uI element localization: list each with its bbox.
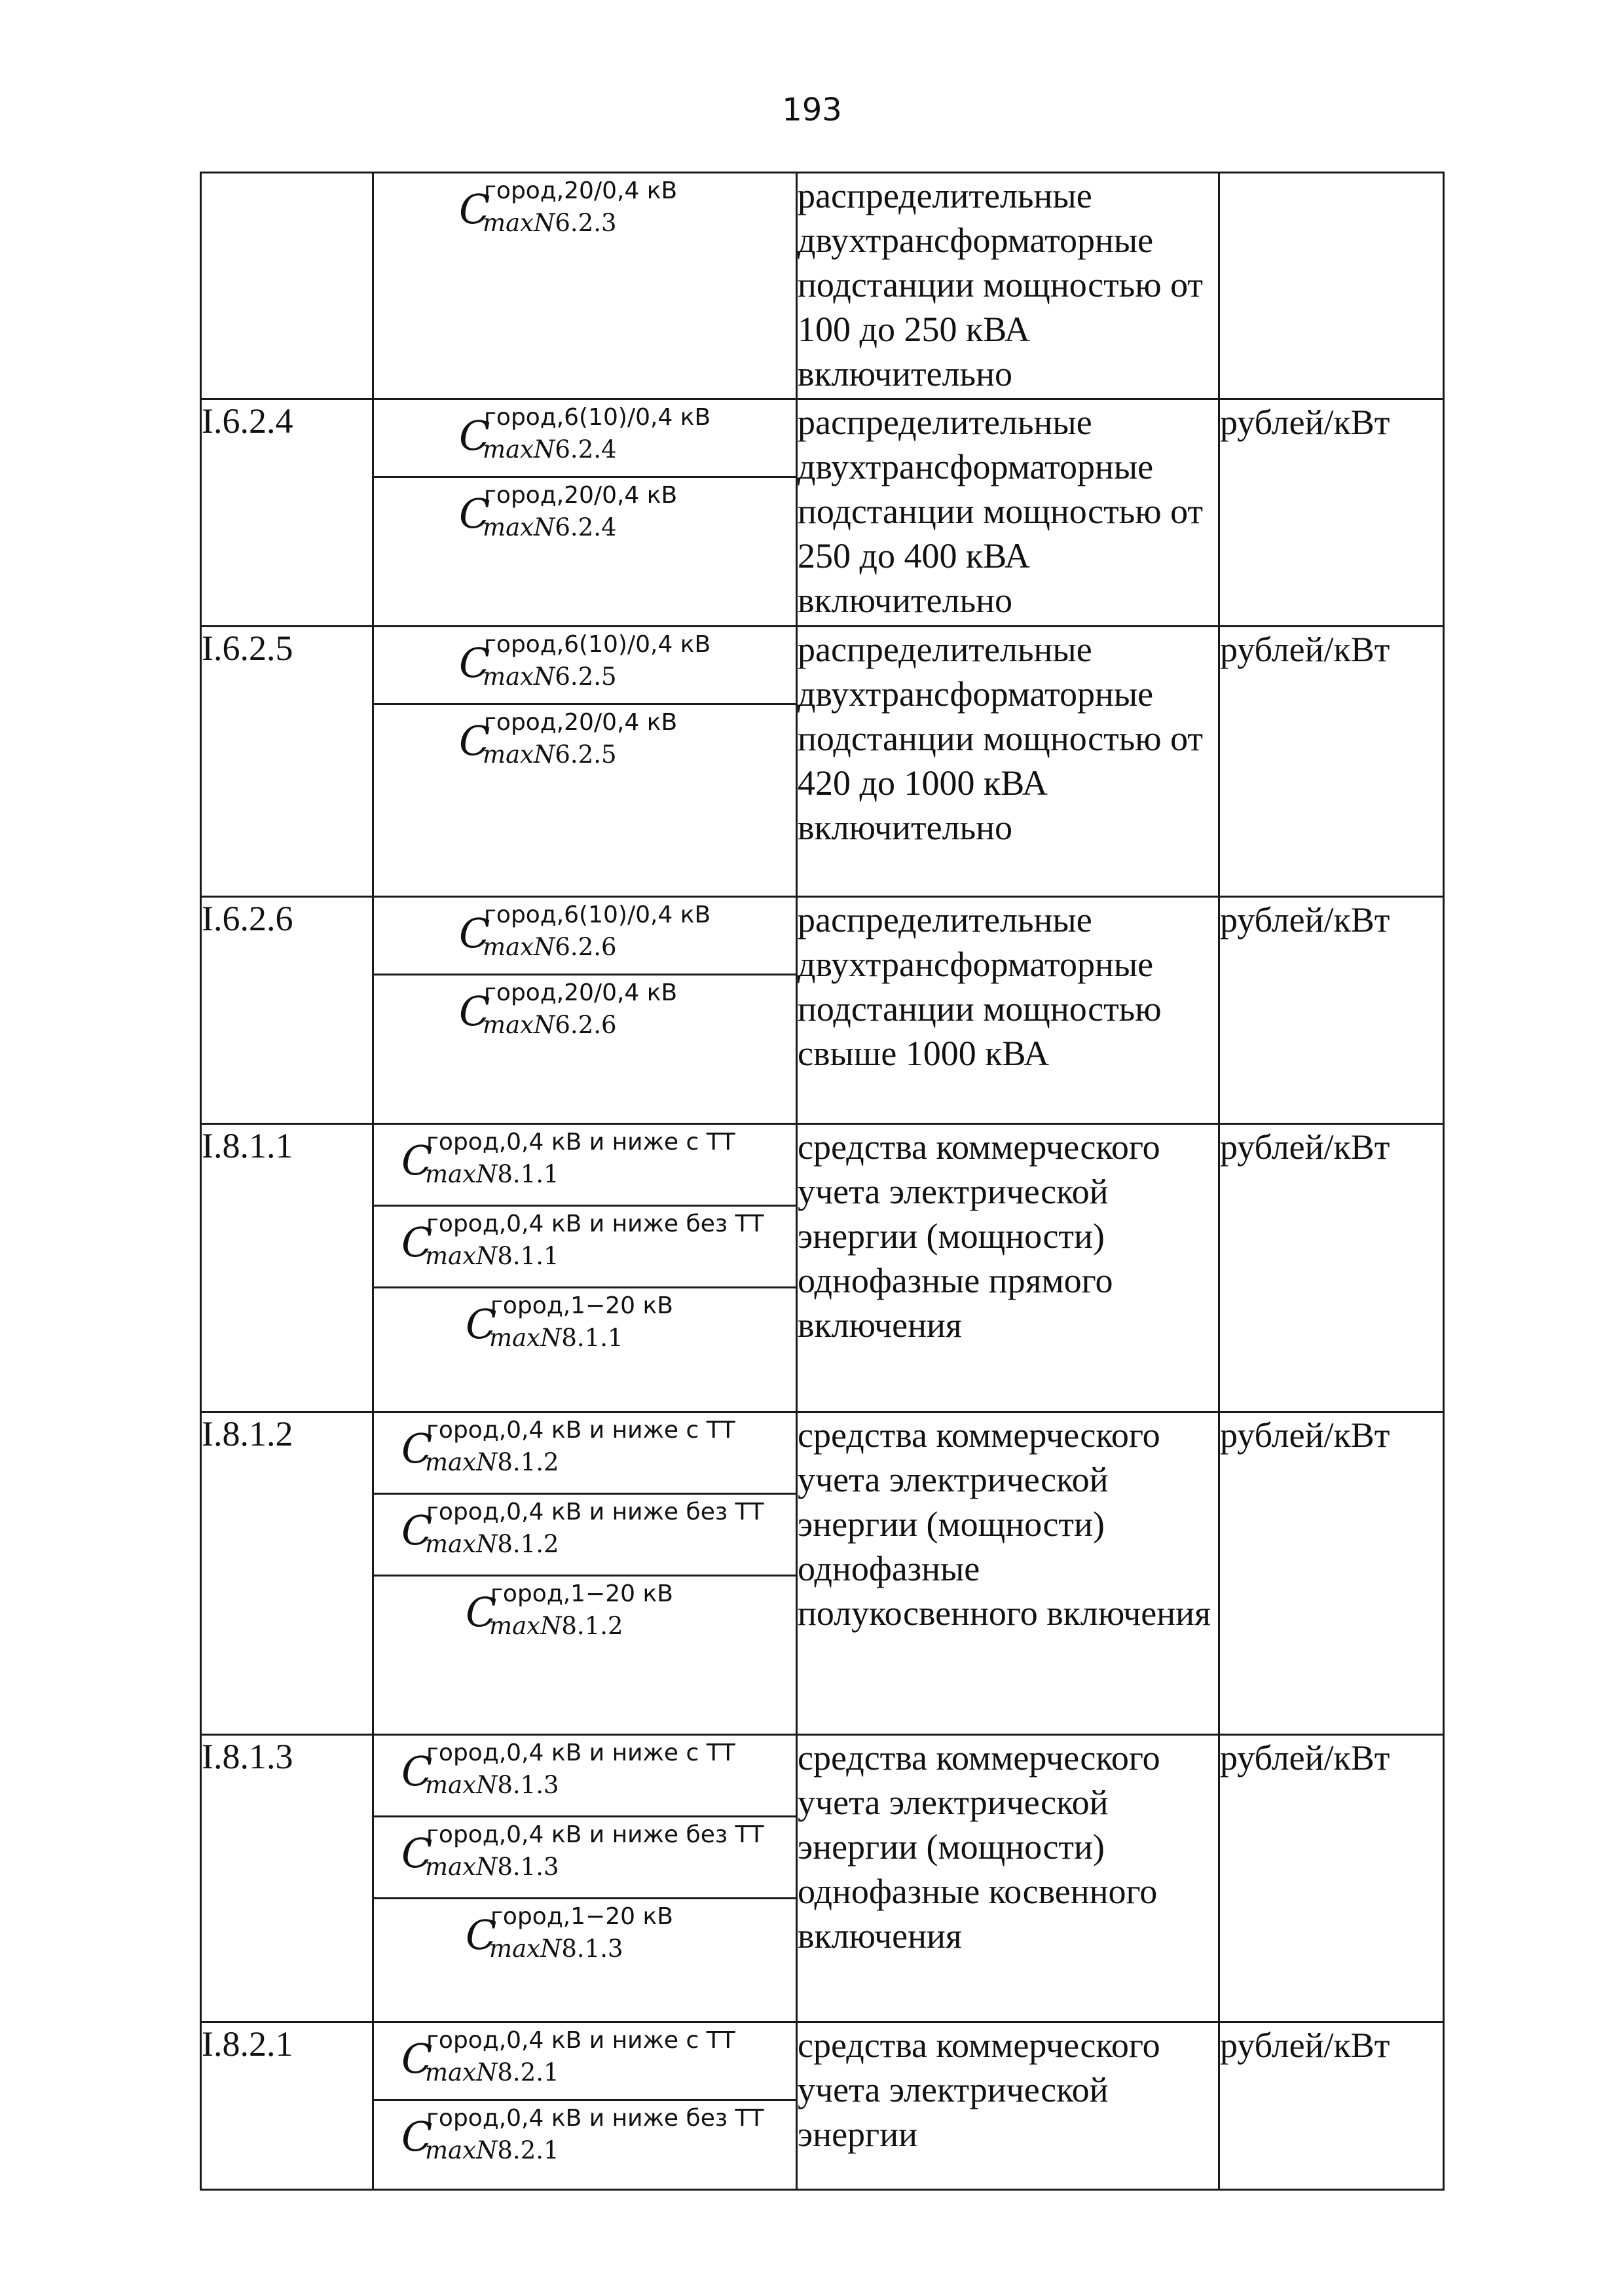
formula-subscript-max: maxN [425,2058,498,2086]
formula-subscript-index: 8.1.2 [561,1612,623,1640]
tariff-formula [374,1576,796,1642]
formula-base: C [459,987,490,1035]
formula-cell [373,1206,797,1288]
row-description: средства коммерческого учета электрической энергии (мощности) однофазные косвенного включения [797,1735,1219,2022]
tariff-formula [374,400,796,465]
formula-base: C [401,1506,433,1554]
row-description: средства коммерческого учета электрической энергии (мощности) однофазные прямого включения [797,1124,1219,1412]
tariff-formula [374,1413,796,1478]
table-row [201,627,1444,704]
formula-superscript: город,20/0,4 кВ [484,177,678,204]
formula-subscript-max: maxN [489,1324,562,1352]
formula-subscript-max: maxN [425,1448,498,1476]
formula-subscript [425,2058,559,2086]
formula-base: C [459,490,490,538]
formula-subscript-index: 6.2.4 [555,513,617,541]
formula-subscript-max: maxN [489,1612,562,1640]
formula-subscript-max: maxN [483,513,555,541]
formula-subscript [483,435,617,464]
formula-cell [373,2022,797,2100]
row-description: распределительные двухтрансформаторные подстанции мощностью свыше 1000 кВА [797,897,1219,1124]
row-code: I.8.2.1 [201,2022,373,2190]
formula-superscript: город,6(10)/0,4 кВ [484,902,711,928]
formula-base: C [401,1425,433,1472]
formula-subscript [483,1011,617,1039]
formula-cell [373,1124,797,1206]
formula-subscript [425,2136,559,2164]
formula-subscript-index: 8.1.1 [497,1160,559,1188]
formula-base: C [459,909,490,957]
tariff-formula [374,2023,796,2088]
formula-cell [373,173,797,399]
row-code: I.8.1.1 [201,1124,373,1412]
formula-cell [373,399,797,477]
formula-subscript-max: maxN [483,209,555,237]
table-row [201,399,1444,477]
formula-base: C [466,1588,497,1636]
row-unit: рублей/кВт [1219,399,1444,627]
tariff-formula [374,898,796,963]
formula-superscript: город,6(10)/0,4 кВ [484,631,711,658]
formula-superscript: город,1−20 кВ [490,1903,673,1930]
formula-superscript: город,1−20 кВ [490,1580,673,1607]
formula-subscript-max: maxN [425,1160,498,1188]
row-unit: рублей/кВт [1219,897,1444,1124]
row-description: распределительные двухтрансформаторные подстанции мощностью от 420 до 1000 кВА включительно [797,627,1219,897]
formula-subscript-max: maxN [483,435,555,464]
formula-superscript: город,6(10)/0,4 кВ [484,404,711,431]
formula-subscript-index: 8.2.1 [497,2058,559,2086]
tariff-table [200,172,1445,2191]
formula-superscript: город,0,4 кВ и ниже с ТТ [426,1129,735,1156]
formula-subscript [425,1160,559,1188]
formula-subscript-index: 8.1.2 [497,1448,559,1476]
formula-cell [373,2100,797,2190]
formula-subscript-index: 6.2.3 [555,209,617,237]
row-code: I.6.2.5 [201,627,373,897]
formula-subscript-index: 8.1.1 [497,1242,559,1270]
formula-cell [373,477,797,627]
formula-base: C [401,1137,433,1184]
tariff-formula [374,1288,796,1354]
row-unit: рублей/кВт [1219,2022,1444,2190]
formula-cell [373,1735,797,1817]
formula-cell [373,1494,797,1576]
table-row [201,897,1444,975]
formula-cell [373,897,797,975]
tariff-formula [374,1125,796,1190]
table-row [201,1735,1444,1817]
tariff-formula [374,1817,796,1883]
formula-base: C [459,717,490,765]
formula-subscript [425,1448,559,1476]
formula-base: C [466,1300,497,1348]
formula-superscript: город,0,4 кВ и ниже с ТТ [426,1740,735,1766]
formula-subscript [483,513,617,541]
tariff-formula [374,2101,796,2166]
formula-superscript: город,0,4 кВ и ниже с ТТ [426,2027,735,2054]
tariff-formula [374,1495,796,1560]
row-unit: рублей/кВт [1219,627,1444,897]
formula-cell [373,704,797,897]
formula-subscript [425,1530,559,1558]
row-description: распределительные двухтрансформаторные подстанции мощностью от 100 до 250 кВА включительно [797,173,1219,399]
row-unit [1219,173,1444,399]
formula-subscript [489,1612,623,1640]
formula-superscript: город,0,4 кВ и ниже без ТТ [426,1211,764,1237]
page-number: 193 [782,92,842,128]
formula-cell [373,1817,797,1899]
formula-superscript: город,20/0,4 кВ [484,482,678,509]
formula-superscript: город,20/0,4 кВ [484,709,678,736]
tariff-formula [374,173,796,239]
formula-subscript-max: maxN [425,2136,498,2164]
formula-base: C [459,412,490,460]
row-description: средства коммерческого учета электрической энергии (мощности) однофазные полукосвенного включения [797,1412,1219,1735]
formula-base: C [401,1218,433,1266]
tariff-formula [374,1899,796,1965]
formula-subscript [483,209,617,237]
formula-subscript [425,1771,559,1799]
table-row [201,2022,1444,2100]
formula-subscript-max: maxN [425,1853,498,1881]
formula-subscript-max: maxN [425,1530,498,1558]
formula-base: C [401,1747,433,1795]
formula-subscript-index: 6.2.4 [555,435,617,464]
formula-subscript-max: maxN [425,1771,498,1799]
tariff-formula [374,1207,796,1272]
row-unit: рублей/кВт [1219,1124,1444,1412]
formula-subscript-index: 6.2.5 [555,740,617,769]
formula-subscript [489,1324,623,1352]
formula-subscript-index: 6.2.5 [555,663,617,691]
formula-subscript-max: maxN [483,1011,555,1039]
tariff-formula [374,627,796,693]
formula-base: C [466,1911,497,1959]
formula-subscript [425,1853,559,1881]
formula-subscript-max: maxN [483,663,555,691]
row-description: средства коммерческого учета электрической энергии [797,2022,1219,2190]
formula-subscript-index: 6.2.6 [555,1011,617,1039]
formula-subscript-index: 8.2.1 [497,2136,559,2164]
row-description: распределительные двухтрансформаторные подстанции мощностью от 250 до 400 кВА включительно [797,399,1219,627]
row-unit: рублей/кВт [1219,1412,1444,1735]
row-unit: рублей/кВт [1219,1735,1444,2022]
row-code: I.6.2.4 [201,399,373,627]
formula-base: C [401,2113,433,2160]
formula-superscript: город,0,4 кВ и ниже без ТТ [426,2105,764,2132]
formula-cell [373,975,797,1124]
formula-subscript-index: 8.1.2 [497,1530,559,1558]
formula-subscript [489,1935,623,1963]
formula-superscript: город,0,4 кВ и ниже без ТТ [426,1499,764,1525]
tariff-formula [374,975,796,1041]
row-code: I.6.2.6 [201,897,373,1124]
table-row [201,1124,1444,1206]
formula-subscript-max: maxN [483,740,555,769]
formula-cell [373,1288,797,1412]
formula-superscript: город,0,4 кВ и ниже с ТТ [426,1417,735,1444]
formula-superscript: город,0,4 кВ и ниже без ТТ [426,1821,764,1848]
formula-subscript-index: 8.1.3 [497,1771,559,1799]
row-code [201,173,373,399]
tariff-formula [374,478,796,543]
formula-base: C [401,2035,433,2083]
formula-subscript [425,1242,559,1270]
formula-subscript-index: 8.1.3 [561,1935,623,1963]
row-code: I.8.1.2 [201,1412,373,1735]
formula-superscript: город,1−20 кВ [490,1292,673,1319]
formula-cell [373,1899,797,2022]
row-code: I.8.1.3 [201,1735,373,2022]
formula-superscript: город,20/0,4 кВ [484,979,678,1006]
tariff-formula [374,705,796,771]
table-row [201,1412,1444,1494]
formula-base: C [401,1829,433,1877]
formula-base: C [459,639,490,687]
formula-subscript-max: maxN [483,933,555,961]
formula-subscript-index: 6.2.6 [555,933,617,961]
formula-subscript [483,663,617,691]
formula-subscript-max: maxN [489,1935,562,1963]
formula-subscript-index: 8.1.3 [497,1853,559,1881]
formula-cell [373,1576,797,1735]
formula-cell [373,1412,797,1494]
formula-subscript [483,740,617,769]
formula-subscript [483,933,617,961]
tariff-formula [374,1736,796,1801]
formula-cell [373,627,797,704]
formula-subscript-index: 8.1.1 [561,1324,623,1352]
formula-subscript-max: maxN [425,1242,498,1270]
formula-base: C [459,185,490,233]
table-row [201,173,1444,399]
